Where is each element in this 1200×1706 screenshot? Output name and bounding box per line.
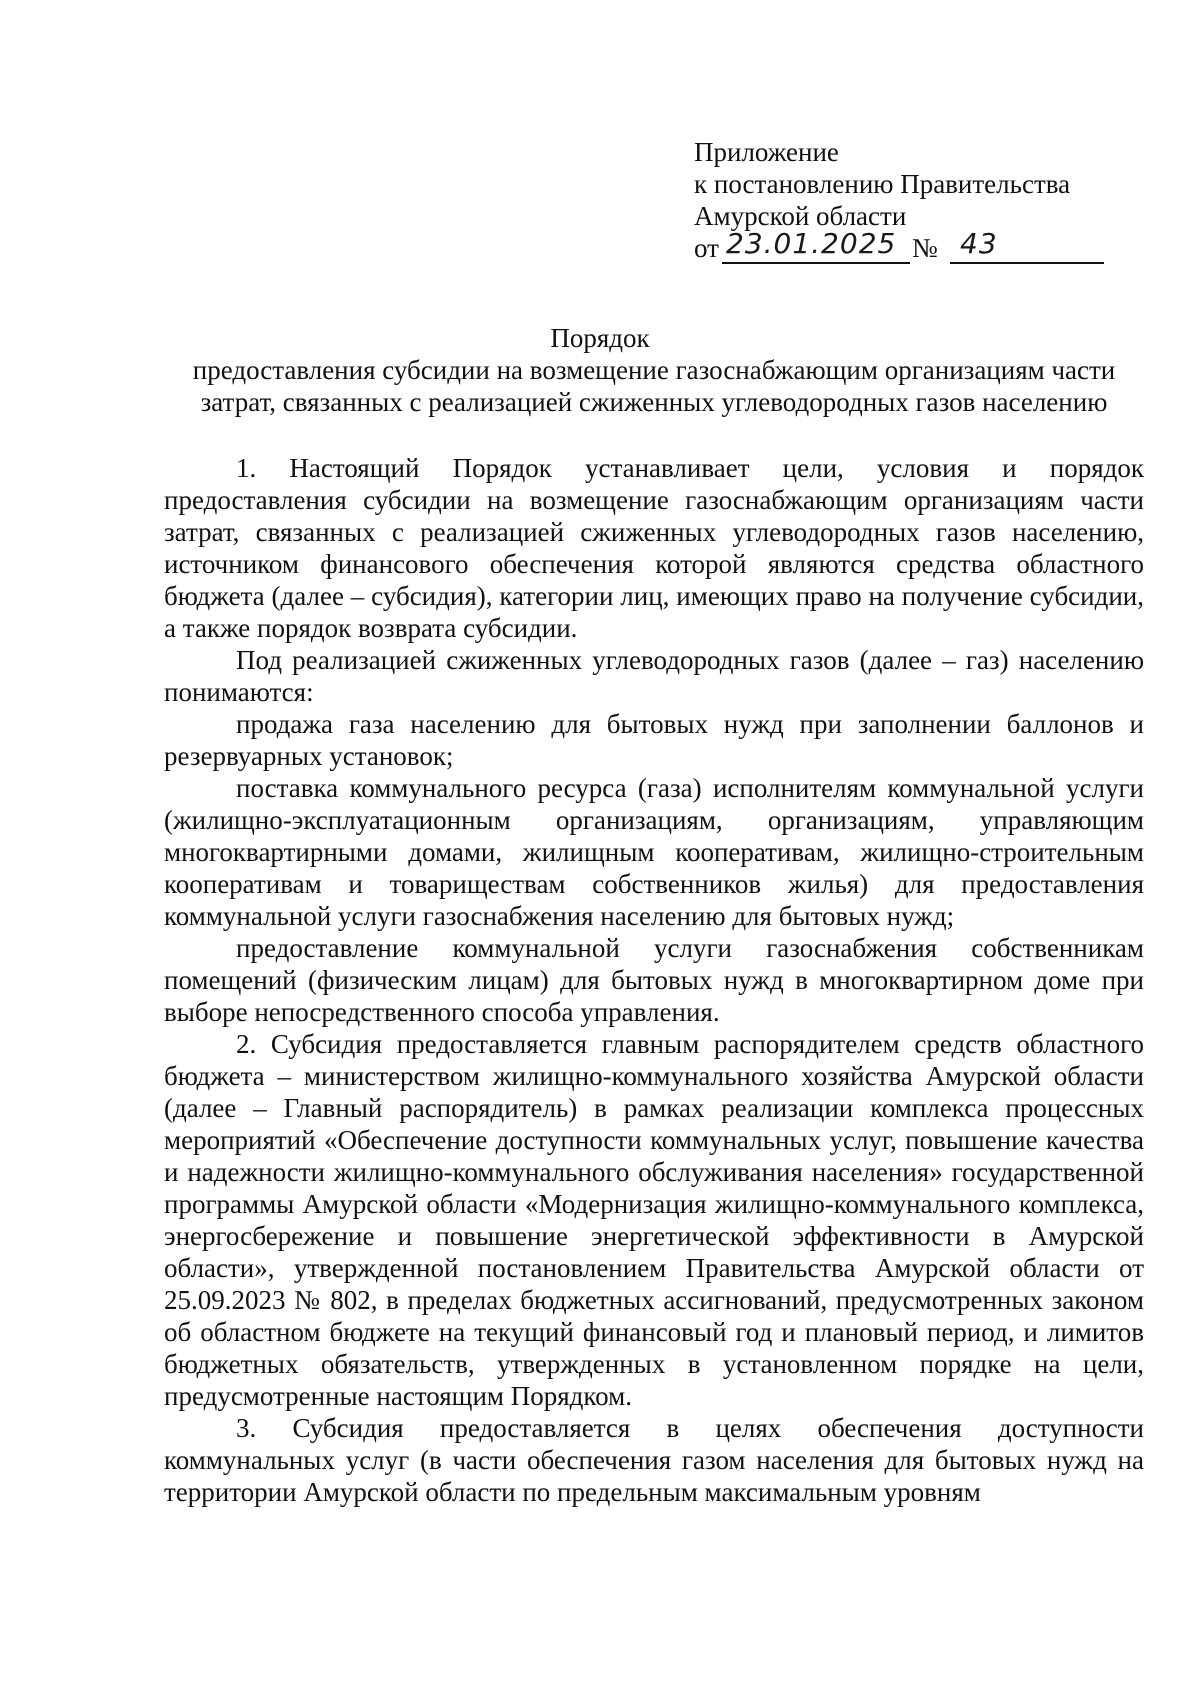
paragraph-5: предоставление коммунальной услуги газоснабжения собственникам помещений (физическим лицам) для бытовых нужд в многоквартирном доме при выборе непосредственного способа управления. <box>164 933 1144 1027</box>
appendix-resolution-line: к постановлению Правительства <box>694 169 1071 199</box>
appendix-block <box>694 136 1134 268</box>
paragraph-2: Под реализацией сжиженных углеводородных газов (далее – газ) населению понимаются: <box>164 645 1144 707</box>
appendix-date-number-line <box>694 227 1134 268</box>
document-body <box>164 452 1144 1508</box>
appendix-heading: Приложение <box>694 137 839 167</box>
document-title: Порядок <box>550 323 650 353</box>
number-prefix: № <box>912 233 938 263</box>
appendix-region-line: Амурской области <box>694 201 907 231</box>
date-prefix: от <box>694 233 719 263</box>
paragraph-3: продажа газа населению для бытовых нужд при заполнении баллонов и резервуарных установок; <box>164 709 1144 771</box>
paragraph-1: 1. Настоящий Порядок устанавливает цели, условия и порядок предоставления субсидии на возмещение газоснабжающим организациям части затрат, связанных с реализацией сжиженных углеводородных газов населению, источником финансового обеспечения которой являются средства областного бюджета (далее – субсидия), категории лиц, имеющих право на получение субсидии, а также порядок возврата субсидии. <box>164 453 1144 643</box>
document-subtitle: предоставления субсидии на возмещение газоснабжающим организациям части затрат, связанных с реализацией сжиженных углеводородных газов населению <box>192 355 1116 417</box>
paragraph-4: поставка коммунального ресурса (газа) исполнителям коммунальной услуги (жилищно-эксплуатационным организациям, организациям, управляющим многоквартирными домами, жилищным кооперативам, жилищно-строительным кооперативам и товариществам собственников жилья) для предоставления коммунальной услуги газоснабжения населению для бытовых нужд; <box>164 773 1144 931</box>
paragraph-7: 3. Субсидия предоставляется в целях обеспечения доступности коммунальных услуг (в части обеспечения газом населения для бытовых нужд на территории Амурской области по предельным максимальным уровням <box>164 1413 1144 1507</box>
paragraph-6: 2. Субсидия предоставляется главным распорядителем средств областного бюджета – министерством жилищно-коммунального хозяйства Амурской области (далее – Главный распорядитель) в рамках реализации комплекса процессных мероприятий «Обеспечение доступности коммунальных услуг, повышение качества и надежности жилищно-коммунального обслуживания населения» государственной программы Амурской области «Модернизация жилищно-коммунального комплекса, энергосбережение и повышение энергетической эффективности в Амурской области», утвержденной постановлением Правительства Амурской области от 25.09.2023 № 802, в пределах бюджетных ассигнований, предусмотренных законом об областном бюджете на текущий финансовый год и плановый период, и лимитов бюджетных обязательств, утвержденных в установленном порядке на цели, предусмотренные настоящим Порядком. <box>164 1029 1144 1411</box>
handwritten-date: 23.01.2025 <box>726 227 897 260</box>
handwritten-number: 43 <box>960 227 998 260</box>
number-underline <box>950 262 1104 264</box>
date-underline <box>722 262 910 264</box>
